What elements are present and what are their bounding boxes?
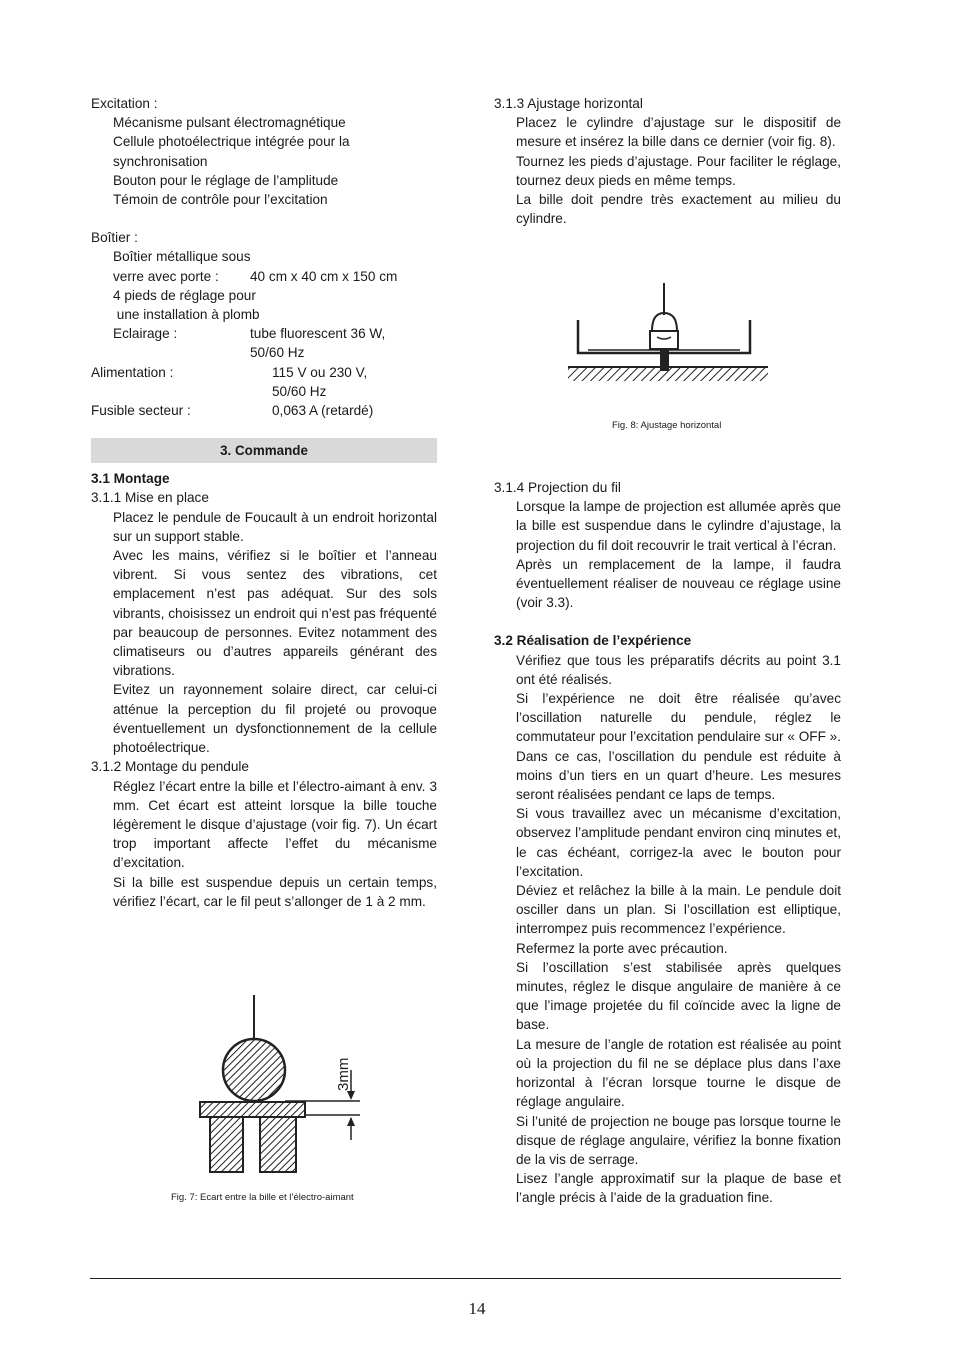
paragraph: Tournez les pieds d’ajustage. Pour faciliter le réglage, tournez deux pieds en même temps. xyxy=(516,153,841,188)
paragraph: Si l’unité de projection ne bouge pas lorsque tourne le disque de réglage angulaire, vérifiez la bonne fixation de la vis de serrage. xyxy=(516,1113,841,1167)
paragraph: Déviez et relâchez la bille à la main. Le pendule doit osciller dans un plan. Si l’oscillation est elliptique, interrompez puis recommencez l’expérience. xyxy=(516,883,841,937)
paragraph: Si l’expérience ne doit être réalisée qu’avec l’oscillation naturelle du pendule, réglez le commutateur pour l’excitation pendulaire sur « OFF ». Dans ce cas, l’oscillation du pendule est réduite à moins d’un tiers en un quart d’heure. Les mesures seront réalisées pendant ce laps de temps. xyxy=(516,691,841,803)
page-number: 14 xyxy=(468,1299,486,1318)
spec-label: verre avec porte : xyxy=(113,268,219,284)
spec-line: Boîtier métallique sous xyxy=(113,249,251,265)
spec-line: une installation à plomb xyxy=(113,307,260,323)
spec-label: Fusible secteur : xyxy=(91,403,191,419)
spec-row xyxy=(91,267,437,286)
spec-label: Alimentation : xyxy=(91,364,174,380)
spec-value: 50/60 Hz xyxy=(250,345,305,361)
paragraph: Avec les mains, vérifiez si le boîtier et l’anneau vibrent. Si vous sentez des vibrations, cet emplacement n’est pas adéquat. Sur des sols vibrants, choisissez un endroit qui n’est pas fréquenté par beaucoup de personnes. Evitez notamment des climatiseurs ou d’autres appareils générant des vibrations. xyxy=(113,548,437,679)
paragraph: Après un remplacement de la lampe, il faudra éventuellement réaliser de nouveau ce réglage usine (voir 3.3). xyxy=(516,556,841,611)
spec-value: tube fluorescent 36 W, xyxy=(250,326,386,342)
footer-rule xyxy=(90,1278,841,1279)
paragraph: Si la bille est suspendue depuis un certain temps, vérifiez l’écart, car le fil peut s’allonger de 1 à 2 mm. xyxy=(113,874,437,909)
excitation-heading: Excitation : xyxy=(91,96,158,111)
subsection-title: 3.1.2 Montage du pendule xyxy=(91,759,249,775)
paragraph: Placez le cylindre d’ajustage sur le dispositif de mesure et insérez la bille dans ce dernier (voir fig. 8). xyxy=(516,115,841,150)
figure-8-caption: Fig. 8: Ajustage horizontal xyxy=(612,420,722,431)
fig7-diagram xyxy=(160,985,370,1175)
spec-value: 115 V ou 230 V, xyxy=(272,364,368,380)
paragraph: Si l’oscillation s’est stabilisée après quelques minutes, réglez le disque angulaire de manière à ce que l’image projetée du fil coïncide avec la ligne de base. xyxy=(516,959,841,1033)
spec-line: synchronisation xyxy=(113,153,208,169)
fig8-diagram xyxy=(560,275,775,405)
paragraph: La mesure de l’angle de rotation est réalisée au point où la projection du fil ne se déplace plus dans l’axe horizontal à l’écran lorsque tourne le disque de réglage angulaire. xyxy=(516,1036,841,1110)
spec-label: Eclairage : xyxy=(113,326,178,342)
paragraph: Refermez la porte avec précaution. xyxy=(516,940,728,956)
spec-value: 40 cm x 40 cm x 150 cm xyxy=(250,268,398,284)
spec-line: Bouton pour le réglage de l’amplitude xyxy=(113,172,339,188)
spec-housing xyxy=(91,228,437,362)
spec-row xyxy=(91,324,437,362)
paragraph: Réglez l’écart entre la bille et l’électro-aimant à env. 3 mm. Cet écart est atteint lorsque la bille touche légèrement le disque d’ajustage (voir fig. 7). Un écart trop important affecte l’effet du mécanisme d’excitation. xyxy=(113,778,437,871)
paragraph: Evitez un rayonnement solaire direct, car celui-ci atténue la perception du fil projeté ou provoque éventuellement un dysfonctionnement de la cellule photoélectrique. xyxy=(113,682,437,756)
spec-fuse xyxy=(91,401,437,420)
paragraph: Si vous travaillez avec un mécanisme d’excitation, observez l’amplitude pendant environ cinq minutes et, le cas échéant, corrigez-la avec le bouton pour l’excitation. xyxy=(516,806,841,879)
paragraph: La bille doit pendre très exactement au milieu du cylindre. xyxy=(516,192,841,227)
paragraph: Vérifiez que tous les préparatifs décrits au point 3.1 ont été réalisés. xyxy=(516,652,841,687)
figure-8 xyxy=(560,275,775,405)
housing-heading: Boîtier : xyxy=(91,230,138,246)
section-heading: 3. Commande xyxy=(91,438,437,463)
figure-7 xyxy=(160,985,370,1175)
fig7-dimension-label: 3mm xyxy=(335,1057,352,1091)
subsection-title: 3.2 Réalisation de l’expérience xyxy=(494,633,692,649)
subsection-title: 3.1.3 Ajustage horizontal xyxy=(494,96,643,111)
spec-line: 4 pieds de réglage pour xyxy=(113,287,256,303)
spec-value: 50/60 Hz xyxy=(272,383,327,399)
right-column xyxy=(494,94,841,228)
right-column-lower xyxy=(494,478,841,1208)
paragraph: Lorsque la lampe de projection est allumée après que la bille est suspendue dans le cylindre d’ajustage, la projection du fil doit recouvrir le trait vertical à l’écran. xyxy=(516,499,841,553)
spec-line: Cellule photoélectrique intégrée pour la xyxy=(113,134,350,150)
subsection-title: 3.1.1 Mise en place xyxy=(91,490,209,506)
paragraph: Placez le pendule de Foucault à un endroit horizontal sur un support stable. xyxy=(113,509,437,544)
spec-value: 0,063 A (retardé) xyxy=(272,403,374,419)
left-column xyxy=(91,94,437,911)
spec-power xyxy=(91,363,437,401)
subsection-title: 3.1.4 Projection du fil xyxy=(494,480,621,495)
spec-line: Témoin de contrôle pour l’excitation xyxy=(113,192,328,208)
paragraph: Lisez l’angle approximatif sur la plaque de base et l’angle précis à l’aide de la graduation fine. xyxy=(516,1171,841,1206)
subsection-title: 3.1 Montage xyxy=(91,471,170,487)
figure-7-caption: Fig. 7: Ecart entre la bille et l’électro-aimant xyxy=(171,1192,354,1203)
spec-line: Mécanisme pulsant électromagnétique xyxy=(113,115,346,131)
spec-excitation xyxy=(91,94,437,209)
